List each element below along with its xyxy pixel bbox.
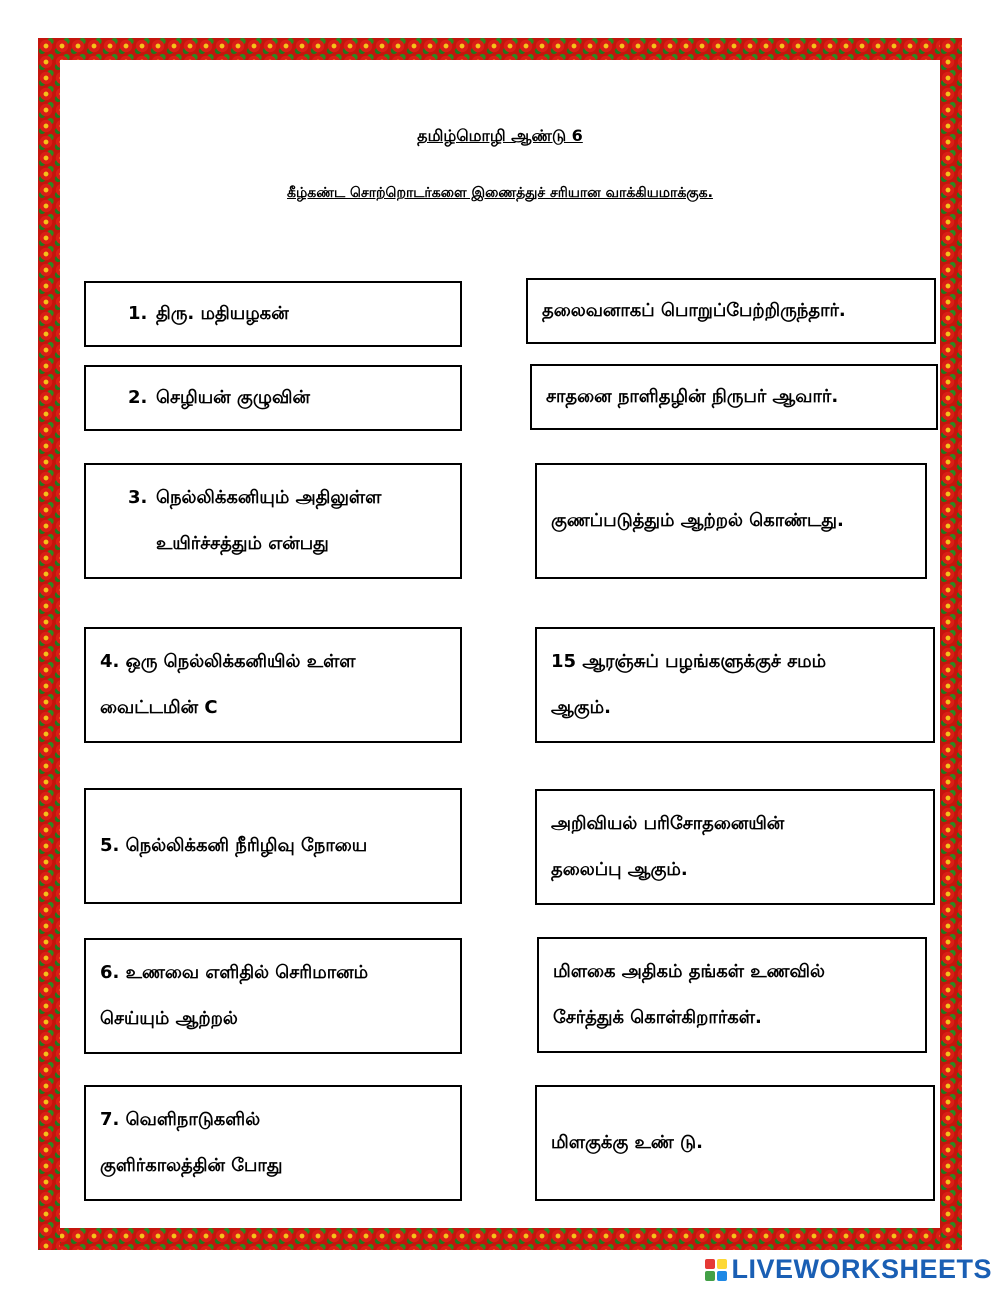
left-box-3[interactable] <box>84 463 462 579</box>
right-text: ஆகும். <box>551 697 611 718</box>
left-text: வைட்டமின் C <box>100 697 218 718</box>
logo-mark-icon <box>705 1259 727 1281</box>
left-text: செழியன் குழுவின் <box>156 387 310 408</box>
right-box-2[interactable] <box>530 364 938 430</box>
left-box-5[interactable] <box>84 788 462 904</box>
left-box-2[interactable] <box>84 365 462 431</box>
right-box-3[interactable] <box>535 463 927 579</box>
right-text: மிளகுக்கு உண் டு. <box>551 1132 703 1153</box>
left-box-6[interactable] <box>84 938 462 1054</box>
item-number: 1. <box>128 303 148 324</box>
left-text: 4. ஒரு நெல்லிக்கனியில் உள்ள <box>100 651 356 672</box>
right-box-1[interactable] <box>526 278 936 344</box>
right-box-4[interactable] <box>535 627 935 743</box>
flower-border-bottom <box>38 1228 962 1250</box>
liveworksheets-logo[interactable] <box>705 1254 992 1285</box>
flower-border-left <box>38 38 60 1250</box>
left-text: 5. நெல்லிக்கனி நீரிழிவு நோயை <box>100 835 368 856</box>
left-box-7[interactable] <box>84 1085 462 1201</box>
left-box-1[interactable] <box>84 281 462 347</box>
flower-border-right <box>940 38 962 1250</box>
item-number: 3. <box>128 487 148 508</box>
left-text: 7. வெளிநாடுகளில் <box>100 1109 261 1130</box>
right-box-6[interactable] <box>537 937 927 1053</box>
left-text: நெல்லிக்கனியும் அதிலுள்ள <box>156 487 382 508</box>
left-text: செய்யும் ஆற்றல் <box>100 1008 238 1029</box>
left-text: குளிர்காலத்தின் போது <box>100 1155 283 1176</box>
left-text: உயிர்ச்சத்தும் என்பது <box>156 533 329 554</box>
item-number: 2. <box>128 387 148 408</box>
worksheet-instruction: கீழ்கண்ட சொற்றொடர்களை இணைத்துச் சரியான வாக்கியமாக்குக. <box>287 185 713 201</box>
right-text: அறிவியல் பரிசோதனையின் <box>551 813 785 834</box>
right-text: தலைப்பு ஆகும். <box>551 859 688 880</box>
flower-border-top <box>38 38 962 60</box>
left-text: திரு. மதியழகன் <box>156 303 289 324</box>
logo-text: LIVEWORKSHEETS <box>731 1254 992 1284</box>
worksheet-title: தமிழ்மொழி ஆண்டு 6 <box>417 126 583 145</box>
right-text: குணப்படுத்தும் ஆற்றல் கொண்டது. <box>551 510 844 531</box>
right-text: சாதனை நாளிதழின் நிருபர் ஆவார். <box>546 386 839 407</box>
right-text: 15 ஆரஞ்சுப் பழங்களுக்குச் சமம் <box>551 651 827 672</box>
right-text: சேர்த்துக் கொள்கிறார்கள். <box>553 1007 762 1028</box>
right-box-5[interactable] <box>535 789 935 905</box>
left-box-4[interactable] <box>84 627 462 743</box>
left-text: 6. உணவை எளிதில் செரிமானம் <box>100 962 369 983</box>
right-text: மிளகை அதிகம் தங்கள் உணவில் <box>553 961 825 982</box>
right-box-7[interactable] <box>535 1085 935 1201</box>
right-text: தலைவனாகப் பொறுப்பேற்றிருந்தார். <box>542 300 846 321</box>
